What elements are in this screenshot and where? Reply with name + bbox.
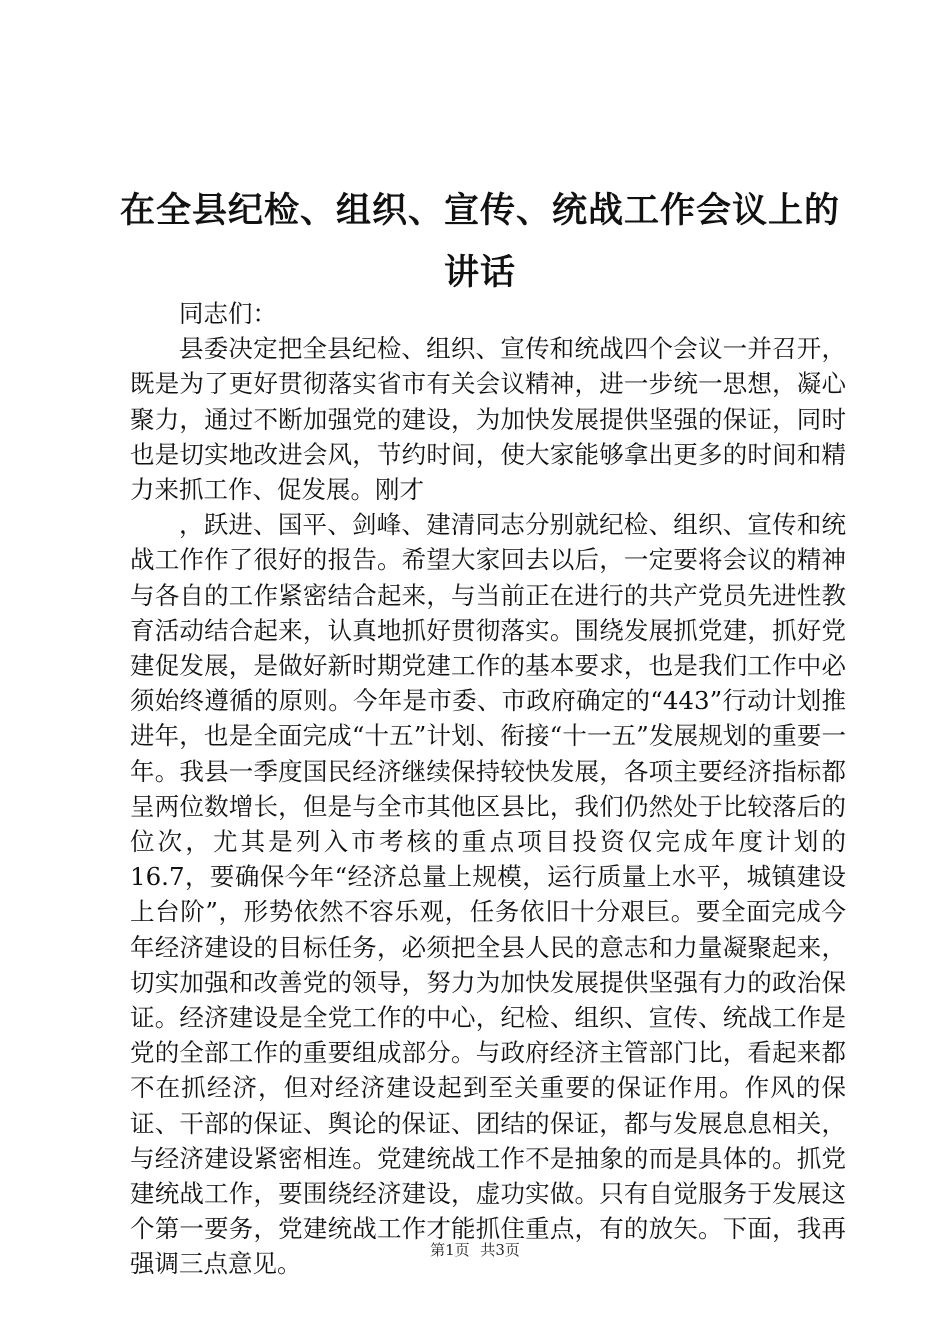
document-body: [130, 296, 846, 1282]
page-total: 共3页: [480, 1241, 520, 1259]
document-title: 在全县纪检、组织、宣传、统战工作会议上的讲话: [119, 191, 840, 293]
body-paragraph: ，跃进、国平、剑峰、建清同志分别就纪检、组织、宣传和统战工作作了很好的报告。希望大家回去以后，一定要将会议的精神与各自的工作紧密结合起来，与当前正在进行的共产党员先进性教育活动结合起来，认真地抓好贯彻落实。围绕发展抓党建，抓好党建促发展，是做好新时期党建工作的基本要求，也是我们工作中必须始终遵循的原则。今年是市委、市政府确定的“443”行动计划推进年，也是全面完成“十五”计划、衔接“十一五”发展规划的重要一年。我县一季度国民经济继续保持较快发展，各项主要经济指标都呈两位数增长，但是与全市其他区县比，我们仍然处于比较落后的位次，尤其是列入市考核的重点项目投资仅完成年度计划的16.7，要确保今年“经济总量上规模，运行质量上水平，城镇建设上台阶”，形势依然不容乐观，任务依旧十分艰巨。要全面完成今年经济建设的目标任务，必须把全县人民的意志和力量凝聚起来，切实加强和改善党的领导，努力为加快发展提供坚强有力的政治保证。经济建设是全党工作的中心，纪检、组织、宣传、统战工作是党的全部工作的重要组成部分。与政府经济主管部门比，看起来都不在抓经济，但对经济建设起到至关重要的保证作用。作风的保证、干部的保证、舆论的保证、团结的保证，都与发展息息相关，与经济建设紧密相连。党建统战工作不是抽象的而是具体的。抓党建统战工作，要围绕经济建设，虚功实做。只有自觉服务于发展这个第一要务，党建统战工作才能抓住重点，有的放矢。下面，我再强调三点意见。: [130, 510, 846, 1279]
page-footer: [0, 1240, 950, 1260]
salutation-paragraph: 同志们：: [179, 299, 277, 328]
page-number: 第1页: [430, 1241, 470, 1259]
body-paragraph: 县委决定把全县纪检、组织、宣传和统战四个会议一并召开，既是为了更好贯彻落实省市有关会议精神，进一步统一思想，凝心聚力，通过不断加强党的建设，为加快发展提供坚强的保证，同时也是切实地改进会风，节约时间，使大家能够拿出更多的时间和精力来抓工作、促发展。刚才: [130, 334, 846, 505]
